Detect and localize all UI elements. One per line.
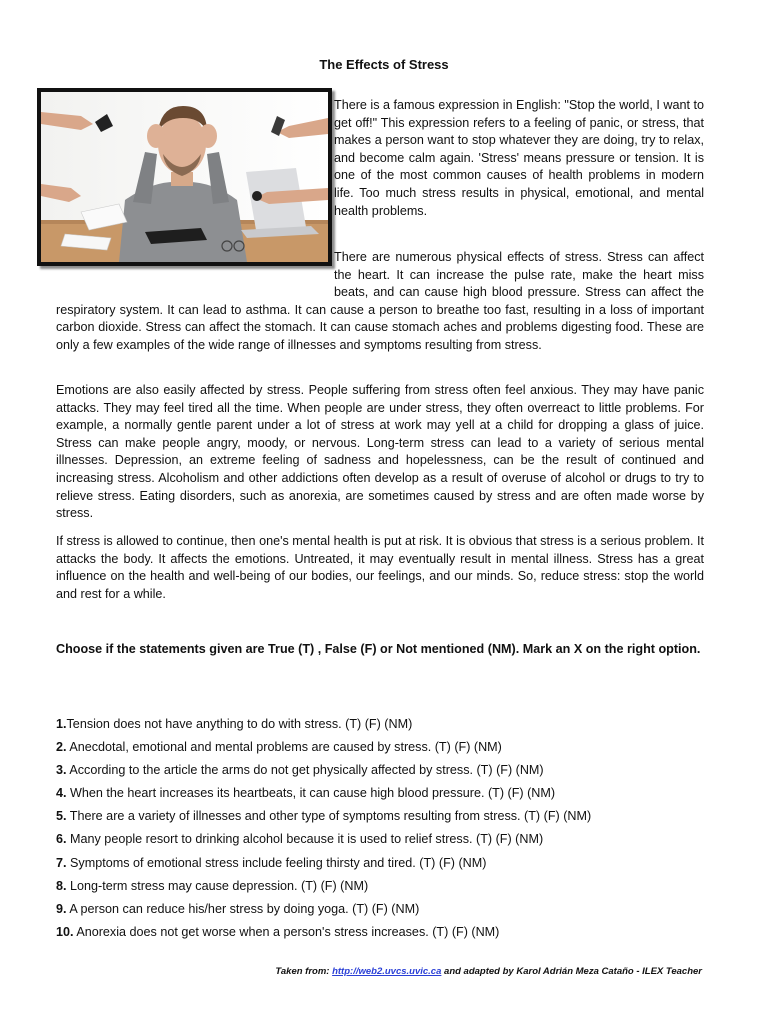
question-number: 1. [56, 717, 67, 731]
source-credit-suffix: and adapted by Karol Adrián Meza Cataño - ILEX Teacher [441, 966, 702, 977]
stressed-man-photo [41, 92, 328, 262]
question-list [56, 713, 716, 944]
question-text: According to the article the arms do not get physically affected by stress. (T) (F) (NM) [66, 763, 544, 778]
question-number: 3. [56, 763, 67, 778]
question-number: 7. [56, 855, 67, 870]
question-text: Tension does not have anything to do with stress. (T) (F) (NM) [66, 717, 413, 731]
question-number: 4. [56, 786, 67, 801]
question-text: Anorexia does not get worse when a person's stress increases. (T) (F) (NM) [73, 924, 500, 939]
question-item [56, 921, 716, 944]
question-number: 5. [56, 809, 67, 824]
stress-photo-frame [37, 88, 332, 266]
question-text: A person can reduce his/her stress by doing yoga. (T) (F) (NM) [66, 901, 420, 916]
paragraph-emotional-effects: Emotions are also easily affected by stress. People suffering from stress often feel anxious. They may have panic attacks. They may feel tired all the time. When people are under stress, they often overreact to little problems. For example, a normally gentle parent under a lot of stress at work may yell at a child for dropping a glass of juice. Stress can make people angry, moody, or nervous. Long-term stress can lead to a variety of serious mental illnesses. Depression, an extreme feeling of sadness and hopelessness, can be the result of continued and increasing stress. Alcoholism and other addictions often develop as a result of overuse of alcohol or drugs to try to relieve stress. Eating disorders, such as anorexia, are sometimes caused by stress and are often made worse by stress. [56, 383, 704, 521]
question-item [56, 898, 716, 921]
question-item [56, 736, 716, 759]
question-text: Long-term stress may cause depression. (T) (F) (NM) [66, 878, 369, 893]
source-link[interactable]: http://web2.uvcs.uvic.ca [332, 966, 442, 977]
question-item [56, 805, 716, 828]
exercise-instructions: Choose if the statements given are True (T) , False (F) or Not mentioned (NM). Mark an X on the right option. [56, 642, 701, 656]
question-text: There are a variety of illnesses and other type of symptoms resulting from stress. (T) (F) (NM) [66, 809, 592, 824]
question-item [56, 759, 716, 782]
question-number: 6. [56, 832, 67, 847]
question-text: When the heart increases its heartbeats, it can cause high blood pressure. (T) (F) (NM) [66, 786, 556, 801]
paragraph-physical-effects [56, 249, 704, 355]
question-text: Symptoms of emotional stress include feeling thirsty and tired. (T) (F) (NM) [66, 855, 487, 870]
question-text: Many people resort to drinking alcohol because it is used to relief stress. (T) (F) (NM) [66, 832, 544, 847]
paragraph-intro: There is a famous expression in English: "Stop the world, I want to get off!" This expression refers to a feeling of panic, or stress, that makes a person want to stop whatever they are doing, try to relax, and become calm again. 'Stress' means pressure or tension. It is one of the most common causes of health problems in modern life. Too much stress results in physical, emotional, and mental health problems. [334, 98, 704, 218]
question-item [56, 828, 716, 851]
document-title: The Effects of Stress [319, 57, 449, 72]
question-number: 8. [56, 878, 67, 893]
paragraph-physical-effects-text: There are numerous physical effects of stress. Stress can affect the heart. It can increase the pulse rate, make the heart miss beats, and can cause high blood pressure. Stress can affect the respiratory system. It can lead to asthma. It can cause a person to breathe too fast, resulting in a loss of important carbon dioxide. Stress can affect the stomach. It can cause stomach aches and problems digesting food. These are only a few examples of the wide range of illnesses and symptoms resulting from stress. [56, 250, 704, 352]
paragraph-mental-health: If stress is allowed to continue, then one's mental health is put at risk. It is obvious that stress is a serious problem. It attacks the body. It affects the emotions. Untreated, it may eventually result in mental illness. Stress has a great influence on the health and well-being of our bodies, our feelings, and our minds. So, reduce stress: stop the world and rest for a while. [56, 534, 704, 601]
question-number: 2. [56, 740, 67, 755]
question-number: 9. [56, 901, 67, 916]
question-item [56, 782, 716, 805]
source-credit [275, 966, 702, 977]
question-number: 10. [56, 924, 74, 939]
source-credit-prefix: Taken from: [275, 966, 333, 977]
question-item [56, 713, 716, 736]
question-text: Anecdotal, emotional and mental problems are caused by stress. (T) (F) (NM) [66, 740, 502, 755]
question-item [56, 875, 716, 898]
question-item [56, 852, 716, 875]
